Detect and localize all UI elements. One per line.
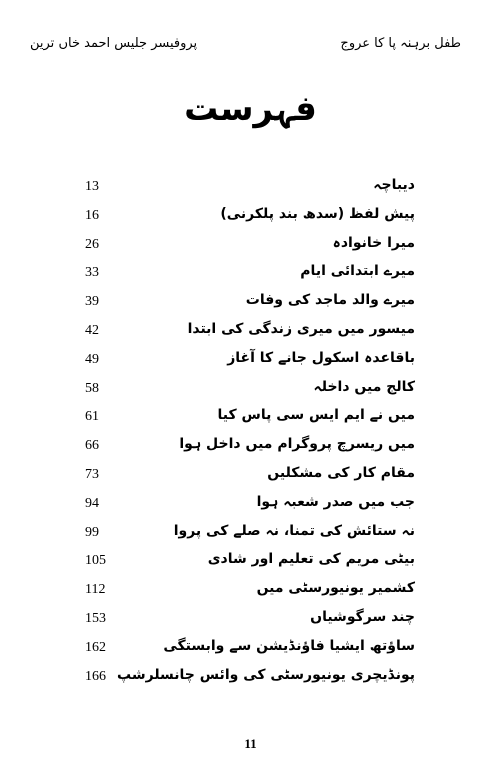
toc-entry-title: میرے والد ماجد کی وفات: [245, 292, 415, 309]
toc-row[interactable]: [85, 319, 415, 348]
toc-page-number: 39: [85, 294, 99, 310]
toc-entry-title: بیٹی مریم کی تعلیم اور شادی: [207, 551, 415, 568]
toc-row[interactable]: [85, 492, 415, 521]
toc-entry-title: میں نے ایم ایس سی پاس کیا: [217, 407, 415, 424]
toc-row[interactable]: [85, 549, 415, 578]
toc-entry-title: باقاعدہ اسکول جانے کا آغاز: [227, 349, 415, 366]
toc-entry-title: میرے ابتدائی ایام: [300, 263, 415, 280]
page-title: فہرست: [184, 89, 317, 129]
toc-row[interactable]: [85, 665, 415, 694]
toc-page-number: 99: [85, 524, 99, 540]
toc-page-number: 112: [85, 582, 106, 598]
toc-entry-title: پونڈیچری یونیورسٹی کی وائس چانسلرشپ: [117, 666, 415, 683]
toc-row[interactable]: [85, 204, 415, 233]
toc-entry-title: ساؤتھ ایشیا فاؤنڈیشن سے وابستگی: [163, 637, 415, 654]
toc-page-number: 42: [85, 322, 99, 338]
toc-entry-title: دیباچہ: [373, 177, 415, 193]
running-header-author: پروفیسر جلیس احمد خاں ترین: [30, 36, 198, 51]
toc-page-number: 73: [85, 466, 99, 482]
toc-row[interactable]: [85, 405, 415, 434]
toc-entry-title: میں ریسرچ پروگرام میں داخل ہوا: [179, 436, 415, 453]
toc-page-number: 13: [85, 179, 99, 194]
toc-entry-title: جب میں صدر شعبہ ہوا: [256, 493, 415, 510]
toc-row[interactable]: [85, 175, 415, 204]
toc-row[interactable]: [85, 377, 415, 406]
toc-page-number: 105: [85, 553, 106, 569]
toc-page-number: 16: [85, 207, 99, 223]
toc-entry-title: کشمیر یونیورسٹی میں: [256, 580, 415, 597]
toc-page-number: 61: [85, 409, 99, 425]
toc-page-number: 26: [85, 236, 99, 252]
toc-row[interactable]: [85, 434, 415, 463]
toc-page-number: 58: [85, 380, 99, 396]
running-header-book-title: طفل برہنہ پا کا عروج: [340, 36, 461, 51]
toc-row[interactable]: [85, 233, 415, 262]
toc-row[interactable]: [85, 607, 415, 636]
toc-row[interactable]: [85, 261, 415, 290]
toc-entry-title: نہ ستائش کی تمنا، نہ صلے کی پروا: [173, 522, 415, 539]
toc-entry-title: میرا خانوادہ: [332, 234, 415, 251]
toc-row[interactable]: [85, 521, 415, 550]
toc-row[interactable]: [85, 463, 415, 492]
toc-row[interactable]: [85, 348, 415, 377]
toc-page-number: 49: [85, 351, 99, 367]
toc-entry-title: پیش لفظ (سدھ بند پلکرنی): [220, 205, 415, 222]
toc-row[interactable]: [85, 636, 415, 665]
toc-entry-title: کالج میں داخلہ: [313, 378, 415, 395]
toc-row[interactable]: [85, 290, 415, 319]
page-number: 11: [244, 736, 257, 751]
table-of-contents: [85, 175, 415, 693]
toc-page-number: 166: [85, 668, 106, 684]
toc-page-number: 94: [85, 495, 99, 511]
toc-page-number: 33: [85, 265, 99, 281]
toc-entry-title: چند سرگوشیاں: [310, 608, 415, 625]
toc-entry-title: میسور میں میری زندگی کی ابتدا: [187, 320, 415, 337]
toc-entry-title: مقام کار کی مشکلیں: [267, 464, 415, 481]
toc-row[interactable]: [85, 578, 415, 607]
toc-page-number: 162: [85, 639, 106, 655]
toc-page-number: 66: [85, 438, 99, 454]
toc-page-number: 153: [85, 610, 106, 626]
